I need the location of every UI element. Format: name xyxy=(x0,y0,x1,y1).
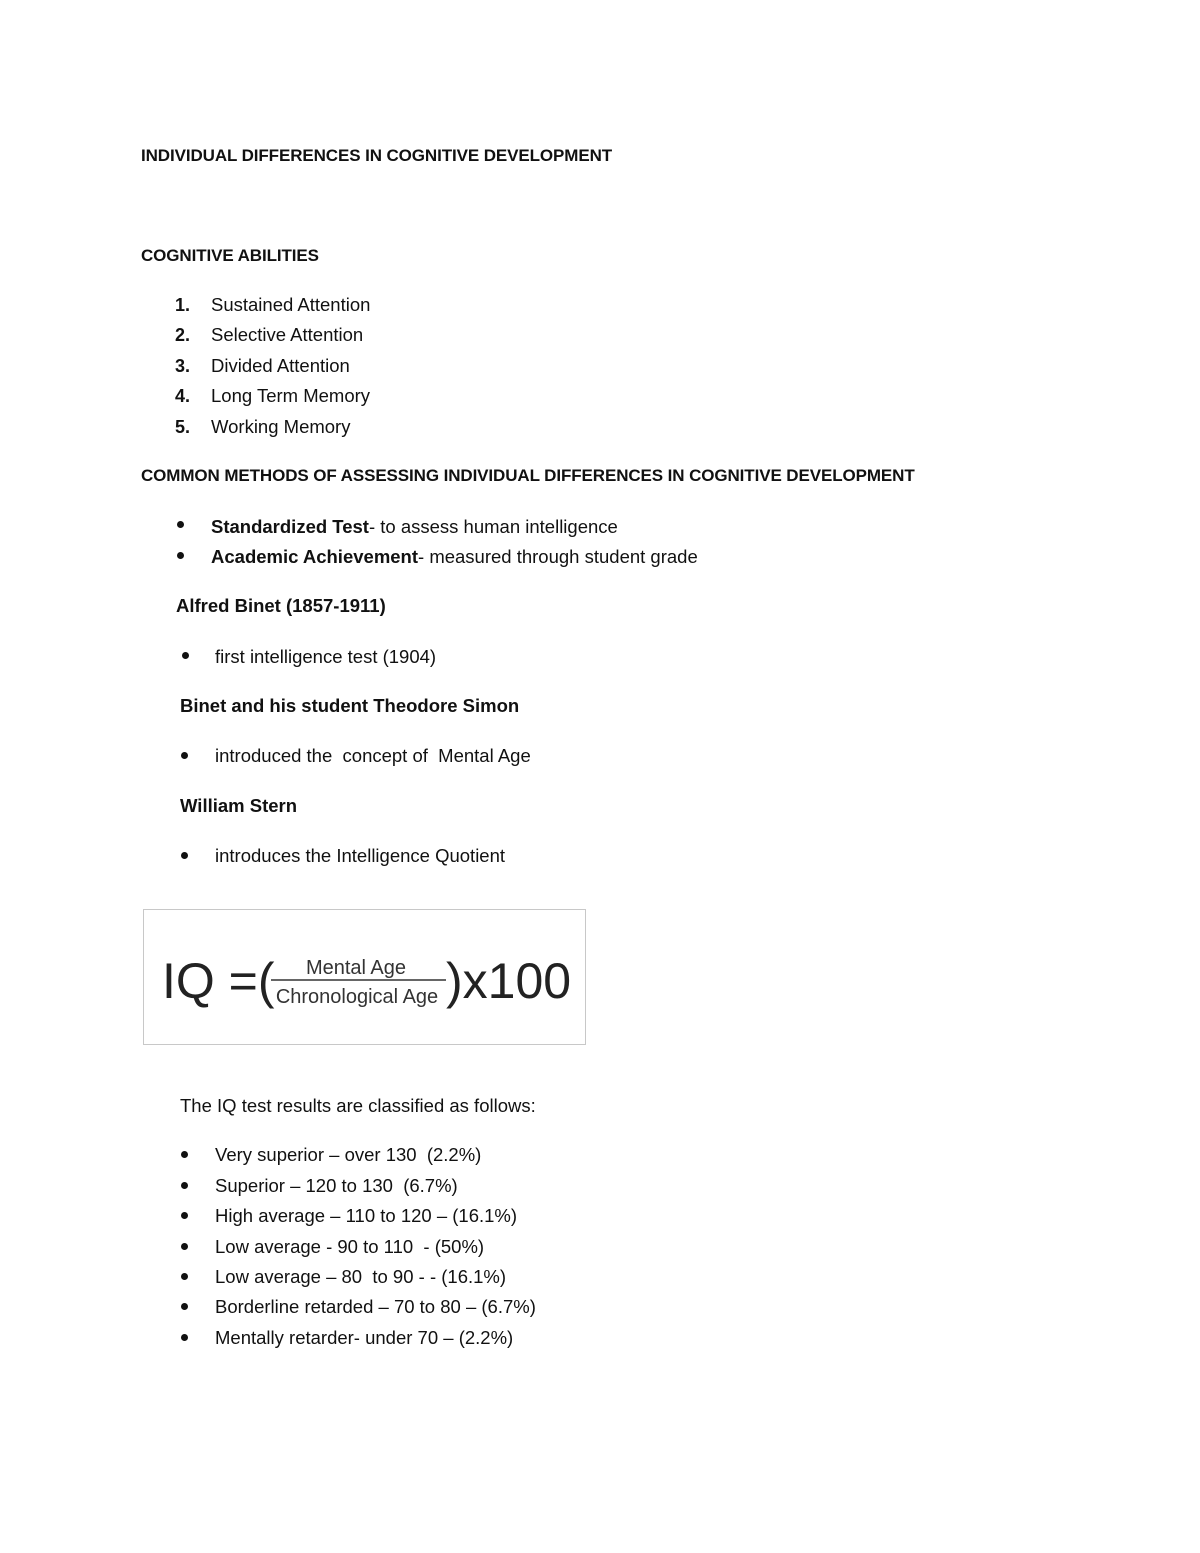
list-text: Very superior – over 130 (2.2%) xyxy=(215,1144,482,1165)
method-term: Academic Achievement xyxy=(211,546,419,567)
formula-rhs: )x100 xyxy=(446,953,572,1009)
list-number: 3. xyxy=(175,356,191,376)
list-text: Sustained Attention xyxy=(211,294,371,315)
document-title: INDIVIDUAL DIFFERENCES IN COGNITIVE DEVELOPMENT xyxy=(141,146,613,165)
bullet-icon xyxy=(181,1182,188,1189)
bullet-icon xyxy=(181,852,188,859)
classification-intro: The IQ test results are classified as follows: xyxy=(180,1095,536,1116)
list-number: 5. xyxy=(175,417,191,437)
bullet-icon xyxy=(177,521,184,528)
bullet-icon xyxy=(181,1151,188,1158)
stern-bullet-text: introduces the Intelligence Quotient xyxy=(215,845,506,866)
method-term: Standardized Test xyxy=(211,516,369,537)
binet-simon-bullet-text: introduced the concept of Mental Age xyxy=(215,745,531,766)
binet-simon-heading: Binet and his student Theodore Simon xyxy=(180,695,520,716)
list-text: Working Memory xyxy=(211,416,351,437)
method-desc: - to assess human intelligence xyxy=(368,516,618,537)
formula-lhs: IQ =( xyxy=(162,953,275,1009)
list-text xyxy=(211,546,698,568)
iq-formula xyxy=(144,910,587,1046)
list-text: Borderline retarded – 70 to 80 – (6.7%) xyxy=(215,1296,536,1317)
formula-numerator: Mental Age xyxy=(305,957,407,979)
list-text: Selective Attention xyxy=(211,324,364,345)
formula-denominator: Chronological Age xyxy=(275,986,439,1008)
list-text: Mentally retarder- under 70 – (2.2%) xyxy=(215,1327,514,1348)
methods-heading: COMMON METHODS OF ASSESSING INDIVIDUAL DIFFERENCES IN COGNITIVE DEVELOPMENT xyxy=(141,466,915,485)
bullet-icon xyxy=(181,1334,188,1341)
list-text: Long Term Memory xyxy=(211,385,371,406)
bullet-icon xyxy=(181,1243,188,1250)
binet-bullet-text: first intelligence test (1904) xyxy=(215,646,437,667)
bullet-icon xyxy=(177,552,184,559)
bullet-icon xyxy=(181,752,188,759)
list-text: Divided Attention xyxy=(211,355,350,376)
binet-heading: Alfred Binet (1857-1911) xyxy=(176,595,386,616)
list-text: High average – 110 to 120 – (16.1%) xyxy=(215,1205,518,1226)
bullet-icon xyxy=(182,652,189,659)
bullet-icon xyxy=(181,1303,188,1310)
list-text: Low average - 90 to 110 - (50%) xyxy=(215,1236,485,1257)
bullet-icon xyxy=(181,1273,188,1280)
list-number: 1. xyxy=(175,295,191,315)
list-text xyxy=(211,516,618,538)
iq-formula-image xyxy=(143,909,586,1045)
bullet-icon xyxy=(181,1212,188,1219)
list-text: Low average – 80 to 90 - - (16.1%) xyxy=(215,1266,507,1287)
list-number: 2. xyxy=(175,325,191,345)
method-desc: - measured through student grade xyxy=(418,546,698,567)
cognitive-abilities-heading: COGNITIVE ABILITIES xyxy=(141,246,319,265)
list-text: Superior – 120 to 130 (6.7%) xyxy=(215,1175,458,1196)
list-number: 4. xyxy=(175,386,191,406)
stern-heading: William Stern xyxy=(180,795,298,816)
